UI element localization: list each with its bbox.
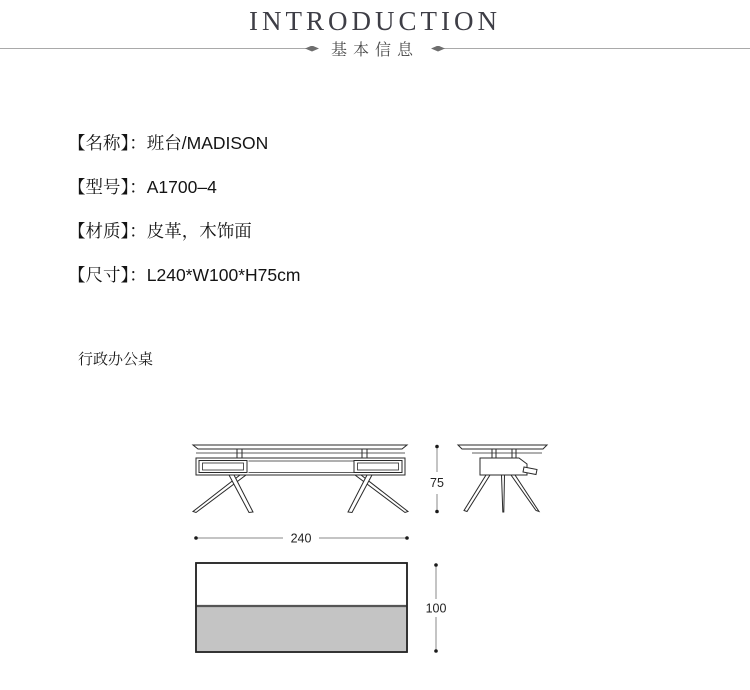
side-view bbox=[458, 445, 547, 512]
dim-dot bbox=[435, 445, 439, 449]
front-leg bbox=[348, 475, 372, 513]
top-view-gray-area bbox=[197, 607, 406, 652]
page-title: INTRODUCTION bbox=[249, 6, 501, 36]
spec-list bbox=[68, 134, 300, 310]
front-leg bbox=[229, 475, 253, 513]
top-view bbox=[196, 563, 407, 652]
spec-row-name bbox=[68, 134, 300, 152]
side-leg bbox=[511, 475, 539, 512]
dim-dot bbox=[194, 536, 198, 540]
divider-line-right bbox=[444, 48, 750, 49]
front-tabletop bbox=[193, 445, 407, 449]
height-dimension-label: 75 bbox=[430, 476, 444, 490]
width-dimension-label: 100 bbox=[425, 601, 447, 616]
front-leg bbox=[193, 475, 246, 513]
diamond-icon-right bbox=[431, 46, 445, 52]
spec-value: 班台/MADISON bbox=[146, 133, 269, 153]
dimension-length bbox=[194, 532, 409, 546]
section-divider bbox=[0, 40, 750, 57]
side-tabletop bbox=[458, 445, 547, 449]
diamond-icon-left bbox=[305, 46, 319, 52]
spec-value: L240*W100*H75cm bbox=[146, 265, 301, 285]
front-view bbox=[193, 445, 408, 513]
side-body bbox=[480, 458, 527, 475]
dim-dot bbox=[434, 649, 438, 653]
section-subtitle: 基本信息 bbox=[331, 42, 420, 59]
side-leg bbox=[502, 475, 505, 512]
spec-label: 【材质】： bbox=[68, 221, 147, 241]
dim-dot bbox=[405, 536, 409, 540]
spec-label: 【名称】： bbox=[68, 133, 147, 153]
side-leg bbox=[464, 475, 490, 512]
dimension-height bbox=[430, 445, 444, 514]
dimension-width bbox=[426, 563, 447, 653]
front-drawer-right bbox=[354, 461, 402, 473]
spec-label: 【尺寸】： bbox=[68, 265, 147, 285]
spec-row-model bbox=[68, 178, 300, 196]
length-dimension-label: 240 bbox=[290, 531, 312, 546]
technical-drawing bbox=[0, 410, 750, 690]
spec-label: 【型号】： bbox=[68, 177, 147, 197]
product-category: 行政办公桌 bbox=[78, 351, 154, 368]
front-leg bbox=[355, 475, 408, 513]
spec-row-material bbox=[68, 222, 300, 240]
spec-value: A1700–4 bbox=[146, 177, 217, 197]
dim-dot bbox=[434, 563, 438, 567]
front-drawer-left bbox=[199, 461, 247, 473]
spec-row-size bbox=[68, 266, 300, 284]
dim-dot bbox=[435, 510, 439, 514]
divider-line-left bbox=[0, 48, 306, 49]
spec-value: 皮革，木饰面 bbox=[146, 221, 252, 241]
